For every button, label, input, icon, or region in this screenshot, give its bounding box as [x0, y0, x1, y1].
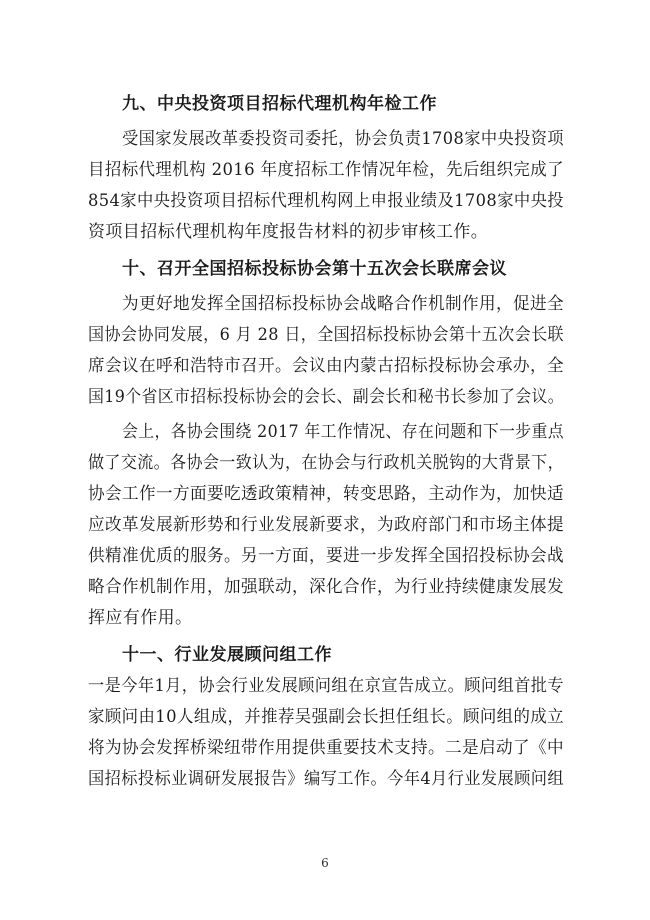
paragraph-line: 挥应有作用。 — [88, 608, 193, 628]
paragraph-line: 受国家发展改革委投资司委托，协会负责1708家中央投资项 — [122, 129, 564, 149]
section-heading-10: 十、召开全国招标投标协会第十五次会长联席会议 — [122, 259, 507, 279]
section-heading-9: 九、中央投资项目招标代理机构年检工作 — [122, 94, 437, 114]
paragraph-line: 应改革发展新形势和行业发展新要求，为政府部门和市场主体提 — [88, 515, 564, 535]
paragraph-line: 家顾问由10人组成，并推荐吴强副会长担任组长。顾问组的成立 — [88, 707, 564, 727]
section-heading-11: 十一、行业发展顾问组工作 — [122, 645, 332, 665]
paragraph-line: 做了交流。各协会一致认为，在协会与行政机关脱钩的大背景下， — [88, 453, 564, 473]
paragraph-line: 会上，各协会围绕 2017 年工作情况、存在问题和下一步重点 — [122, 422, 564, 442]
paragraph-line: 国19个省区市招标投标协会的会长、副会长和秘书长参加了会议。 — [88, 387, 565, 407]
page-number: 6 — [321, 856, 329, 870]
paragraph-line: 一是今年1月，协会行业发展顾问组在京宣告成立。顾问组首批专 — [88, 676, 564, 696]
paragraph-line: 略合作机制作用，加强联动，深化合作，为行业持续健康发展发 — [88, 577, 564, 597]
paragraph-line: 席会议在呼和浩特市召开。会议由内蒙古招标投标协会承办，全 — [88, 356, 564, 376]
paragraph-line: 国协会协同发展，6 月 28 日，全国招标投标协会第十五次会长联 — [88, 325, 564, 345]
paragraph-line: 协会工作一方面要吃透政策精神，转变思路，主动作为，加快适 — [88, 484, 564, 504]
paragraph-line: 目招标代理机构 2016 年度招标工作情况年检，先后组织完成了 — [88, 160, 565, 180]
paragraph-line: 854家中央投资项目招标代理机构网上申报业绩及1708家中央投 — [88, 191, 564, 211]
paragraph-line: 资项目招标代理机构年度报告材料的初步审核工作。 — [88, 222, 489, 242]
paragraph-line: 国招标投标业调研发展报告》编写工作。今年4月行业发展顾问组 — [88, 769, 564, 789]
paragraph-line: 供精准优质的服务。另一方面，要进一步发挥全国招投标协会战 — [88, 546, 564, 566]
paragraph-line: 为更好地发挥全国招标投标协会战略合作机制作用，促进全 — [122, 294, 565, 314]
paragraph-line: 将为协会发挥桥梁纽带作用提供重要技术支持。二是启动了《中 — [88, 738, 564, 758]
page-content — [88, 89, 564, 795]
